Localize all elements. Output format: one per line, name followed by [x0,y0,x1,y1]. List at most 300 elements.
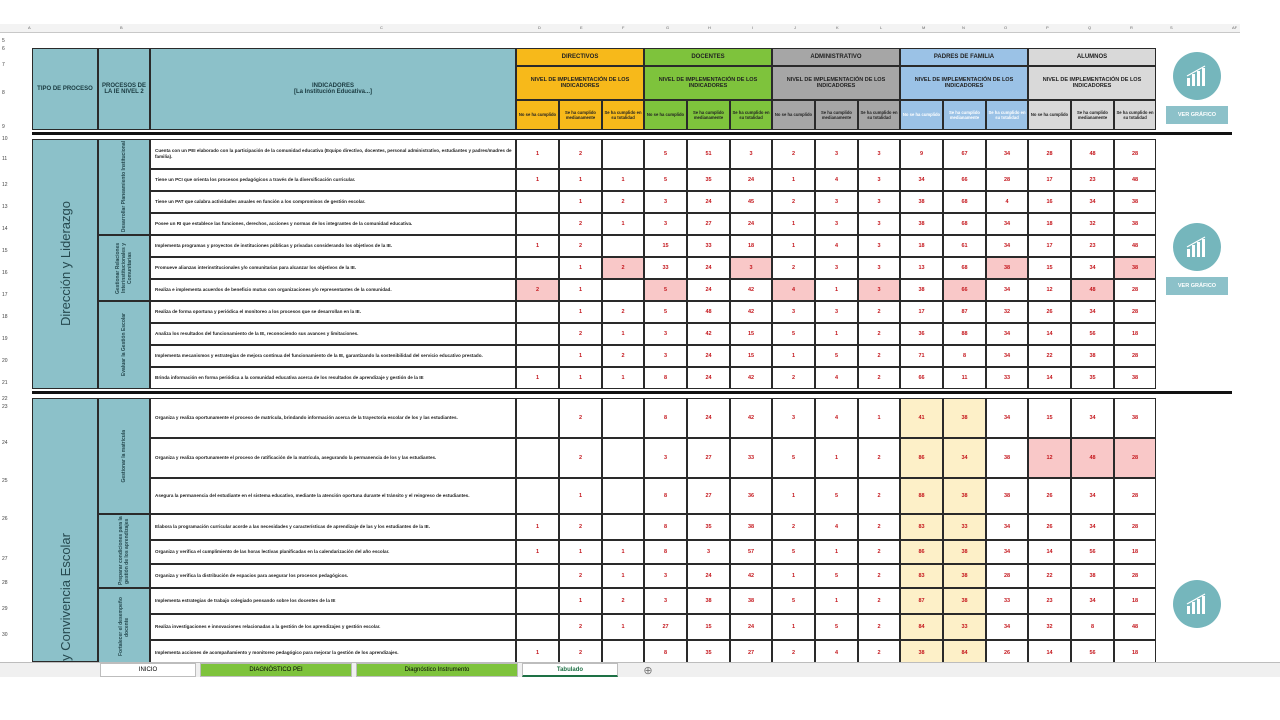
value-cell[interactable]: 2 [559,514,602,540]
value-cell[interactable]: 1 [559,478,602,514]
value-cell[interactable]: 24 [730,213,772,235]
value-cell[interactable]: 18 [1114,323,1156,345]
value-cell[interactable]: 56 [1071,640,1114,662]
value-cell[interactable]: 18 [730,235,772,257]
value-cell[interactable]: 3 [644,323,687,345]
value-cell[interactable]: 28 [986,169,1028,191]
value-cell[interactable] [602,478,644,514]
row-number[interactable]: 10 [2,136,8,142]
indicator-text[interactable]: Organiza y verifica la distribución de espacios para asegurar los procesos pedagógicos. [150,564,516,588]
value-cell[interactable]: 38 [730,588,772,614]
value-cell[interactable] [516,398,559,438]
row-number[interactable]: 6 [2,46,5,52]
value-cell[interactable]: 34 [986,540,1028,564]
row-number[interactable]: 19 [2,336,8,342]
value-cell[interactable]: 5 [644,169,687,191]
value-cell[interactable]: 2 [772,191,815,213]
value-cell[interactable]: 23 [1028,588,1071,614]
value-cell[interactable]: 1 [772,345,815,367]
value-cell[interactable]: 66 [943,169,986,191]
value-cell[interactable]: 38 [900,279,943,301]
value-cell[interactable]: 3 [815,301,858,323]
value-cell[interactable]: 4 [815,640,858,662]
value-cell[interactable]: 28 [1114,139,1156,169]
column-letter[interactable]: F [622,25,625,30]
value-cell[interactable]: 1 [815,279,858,301]
value-cell[interactable]: 5 [815,478,858,514]
value-cell[interactable] [602,640,644,662]
column-letter[interactable]: G [666,25,670,30]
value-cell[interactable]: 16 [1028,191,1071,213]
row-number[interactable]: 16 [2,270,8,276]
value-cell[interactable]: 1 [559,345,602,367]
value-cell[interactable]: 66 [900,367,943,389]
value-cell[interactable]: 8 [644,398,687,438]
column-letter[interactable]: C [380,25,383,30]
value-cell[interactable]: 1 [772,614,815,640]
value-cell[interactable]: 1 [559,540,602,564]
value-cell[interactable]: 24 [687,345,730,367]
value-cell[interactable]: 2 [602,257,644,279]
row-number[interactable]: 13 [2,204,8,210]
value-cell[interactable]: 48 [1114,235,1156,257]
value-cell[interactable]: 27 [687,438,730,478]
value-cell[interactable]: 68 [943,213,986,235]
value-cell[interactable]: 3 [858,191,900,213]
value-cell[interactable]: 8 [943,345,986,367]
value-cell[interactable]: 71 [900,345,943,367]
value-cell[interactable]: 2 [858,614,900,640]
value-cell[interactable] [602,139,644,169]
value-cell[interactable]: 67 [943,139,986,169]
value-cell[interactable]: 4 [815,235,858,257]
value-cell[interactable]: 42 [730,301,772,323]
value-cell[interactable]: 22 [1028,345,1071,367]
value-cell[interactable]: 38 [1071,345,1114,367]
value-cell[interactable]: 15 [1028,398,1071,438]
column-letter[interactable]: D [538,25,541,30]
value-cell[interactable]: 5 [644,301,687,323]
value-cell[interactable]: 3 [644,345,687,367]
column-letter[interactable]: B [120,25,123,30]
value-cell[interactable]: 48 [1114,614,1156,640]
value-cell[interactable]: 4 [772,279,815,301]
column-letter[interactable]: R [1130,25,1133,30]
sheet-tab[interactable]: INICIO [100,663,196,677]
value-cell[interactable]: 86 [900,540,943,564]
value-cell[interactable]: 2 [858,367,900,389]
value-cell[interactable]: 33 [986,588,1028,614]
row-number[interactable]: 22 [2,396,8,402]
value-cell[interactable]: 1 [559,169,602,191]
value-cell[interactable]: 3 [858,279,900,301]
value-cell[interactable]: 1 [559,191,602,213]
value-cell[interactable]: 38 [1114,191,1156,213]
value-cell[interactable]: 2 [858,514,900,540]
row-number[interactable]: 14 [2,226,8,232]
indicator-text[interactable]: Analiza los resultados del funcionamiento de la IE, reconociendo sus avances y limitaciones. [150,323,516,345]
ver-grafico-button[interactable]: VER GRÁFICO [1166,106,1228,124]
column-letter[interactable]: P [1046,25,1049,30]
value-cell[interactable]: 34 [1071,191,1114,213]
value-cell[interactable]: 33 [644,257,687,279]
value-cell[interactable]: 3 [858,213,900,235]
value-cell[interactable]: 32 [1071,213,1114,235]
value-cell[interactable]: 2 [858,323,900,345]
value-cell[interactable]: 38 [943,540,986,564]
value-cell[interactable]: 2 [772,367,815,389]
value-cell[interactable]: 34 [986,323,1028,345]
row-number[interactable]: 8 [2,90,5,96]
value-cell[interactable]: 8 [1071,614,1114,640]
value-cell[interactable]: 2 [602,588,644,614]
value-cell[interactable]: 24 [687,564,730,588]
value-cell[interactable]: 38 [1114,257,1156,279]
value-cell[interactable]: 36 [730,478,772,514]
value-cell[interactable]: 3 [858,235,900,257]
value-cell[interactable]: 24 [687,367,730,389]
column-letter[interactable]: A [28,25,31,30]
indicator-text[interactable]: Cuenta con un PEI elaborado con la participación de la comunidad educativa (Equipo directivo, docentes, personal administrativo, estudiantes y padres/madres de familia). [150,139,516,169]
value-cell[interactable]: 1 [772,235,815,257]
value-cell[interactable]: 38 [900,191,943,213]
value-cell[interactable]: 5 [772,438,815,478]
value-cell[interactable]: 27 [730,640,772,662]
value-cell[interactable]: 1 [602,169,644,191]
column-letter[interactable]: J [794,25,796,30]
value-cell[interactable]: 28 [1114,301,1156,323]
value-cell[interactable]: 14 [1028,640,1071,662]
value-cell[interactable]: 56 [1071,540,1114,564]
row-number[interactable]: 17 [2,292,8,298]
value-cell[interactable]: 34 [900,169,943,191]
value-cell[interactable]: 3 [815,257,858,279]
value-cell[interactable]: 38 [986,438,1028,478]
value-cell[interactable]: 33 [730,438,772,478]
value-cell[interactable]: 27 [687,213,730,235]
value-cell[interactable]: 32 [1028,614,1071,640]
value-cell[interactable]: 35 [1071,367,1114,389]
value-cell[interactable]: 12 [1028,279,1071,301]
value-cell[interactable]: 2 [602,191,644,213]
value-cell[interactable]: 34 [986,213,1028,235]
value-cell[interactable]: 2 [559,614,602,640]
value-cell[interactable]: 26 [1028,301,1071,323]
value-cell[interactable]: 35 [687,514,730,540]
row-number[interactable]: 25 [2,478,8,484]
value-cell[interactable]: 34 [943,438,986,478]
row-number[interactable]: 27 [2,556,8,562]
value-cell[interactable]: 38 [1114,398,1156,438]
value-cell[interactable]: 48 [1071,139,1114,169]
column-letter[interactable]: E [580,25,583,30]
value-cell[interactable]: 1 [516,640,559,662]
value-cell[interactable] [602,438,644,478]
ver-grafico-button[interactable]: VER GRÁFICO [1166,277,1228,295]
value-cell[interactable]: 1 [516,169,559,191]
group-header[interactable]: ADMINISTRATIVO [772,48,900,66]
value-cell[interactable]: 4 [815,169,858,191]
value-cell[interactable]: 5 [815,614,858,640]
value-cell[interactable]: 87 [900,588,943,614]
value-cell[interactable]: 1 [559,257,602,279]
column-letter[interactable]: N [962,25,965,30]
value-cell[interactable]: 5 [772,540,815,564]
value-cell[interactable] [602,235,644,257]
value-cell[interactable]: 4 [986,191,1028,213]
value-cell[interactable]: 18 [1114,588,1156,614]
row-number[interactable]: 11 [2,156,8,162]
value-cell[interactable]: 34 [1071,588,1114,614]
value-cell[interactable]: 5 [772,323,815,345]
indicator-text[interactable]: Brinda información en forma periódica a la comunidad educativa acerca de los resultados de aprendizaje y gestión de la IE [150,367,516,389]
value-cell[interactable]: 17 [900,301,943,323]
value-cell[interactable]: 8 [644,540,687,564]
value-cell[interactable]: 2 [858,540,900,564]
group-header[interactable]: PADRES DE FAMILIA [900,48,1028,66]
value-cell[interactable]: 1 [772,564,815,588]
value-cell[interactable]: 18 [1114,640,1156,662]
value-cell[interactable]: 38 [1114,367,1156,389]
indicator-text[interactable]: Implementa mecanismos y estrategias de mejora continua del funcionamiento de la IE, garantizando la sostenibilidad del servicio educativo prestado. [150,345,516,367]
row-number[interactable]: 30 [2,632,8,638]
value-cell[interactable]: 2 [559,438,602,478]
value-cell[interactable]: 42 [687,323,730,345]
column-letter[interactable]: O [1004,25,1008,30]
value-cell[interactable]: 15 [687,614,730,640]
value-cell[interactable]: 33 [943,514,986,540]
value-cell[interactable]: 34 [1071,257,1114,279]
value-cell[interactable]: 3 [815,191,858,213]
value-cell[interactable]: 1 [602,367,644,389]
value-cell[interactable]: 1 [602,540,644,564]
value-cell[interactable]: 2 [772,139,815,169]
value-cell[interactable]: 3 [644,564,687,588]
value-cell[interactable]: 33 [687,235,730,257]
value-cell[interactable]: 42 [730,564,772,588]
value-cell[interactable]: 34 [1071,478,1114,514]
indicator-text[interactable]: Elabora la programación curricular acorde a las necesidades y características de aprendizaje de las y los estudiantes de la IE. [150,514,516,540]
add-sheet-icon[interactable]: ⊕ [643,664,653,677]
value-cell[interactable]: 3 [730,257,772,279]
column-letter[interactable]: S [1170,25,1173,30]
row-number[interactable]: 18 [2,314,8,320]
value-cell[interactable]: 34 [986,279,1028,301]
sheet-tab[interactable]: Tabulado [522,663,618,677]
value-cell[interactable]: 42 [730,279,772,301]
value-cell[interactable]: 2 [559,139,602,169]
value-cell[interactable]: 5 [815,564,858,588]
value-cell[interactable] [602,398,644,438]
value-cell[interactable] [516,345,559,367]
value-cell[interactable]: 28 [986,564,1028,588]
column-letter[interactable]: K [836,25,839,30]
value-cell[interactable]: 8 [644,514,687,540]
value-cell[interactable]: 27 [644,614,687,640]
value-cell[interactable] [516,564,559,588]
value-cell[interactable] [516,614,559,640]
value-cell[interactable]: 83 [900,564,943,588]
value-cell[interactable]: 2 [858,301,900,323]
value-cell[interactable] [516,478,559,514]
row-number-bar[interactable] [0,32,32,662]
value-cell[interactable]: 14 [1028,323,1071,345]
chart-icon[interactable] [1173,52,1221,100]
value-cell[interactable]: 15 [730,323,772,345]
value-cell[interactable]: 22 [1028,564,1071,588]
value-cell[interactable] [516,323,559,345]
column-letter[interactable]: H [708,25,711,30]
row-number[interactable]: 15 [2,248,8,254]
value-cell[interactable]: 1 [559,588,602,614]
value-cell[interactable]: 3 [815,213,858,235]
value-cell[interactable]: 24 [687,279,730,301]
value-cell[interactable]: 34 [986,514,1028,540]
row-number[interactable]: 28 [2,580,8,586]
value-cell[interactable]: 1 [858,398,900,438]
value-cell[interactable]: 15 [1028,257,1071,279]
value-cell[interactable]: 42 [730,367,772,389]
indicator-text[interactable]: Organiza y realiza oportunamente el proceso de ratificación de la matrícula, asegurando la permanencia de los y las estudiantes. [150,438,516,478]
value-cell[interactable]: 3 [858,139,900,169]
value-cell[interactable] [516,301,559,323]
value-cell[interactable]: 28 [1028,139,1071,169]
value-cell[interactable]: 34 [986,398,1028,438]
value-cell[interactable]: 3 [772,301,815,323]
column-letter[interactable]: M [922,25,926,30]
value-cell[interactable]: 28 [1114,438,1156,478]
value-cell[interactable]: 38 [687,588,730,614]
value-cell[interactable]: 1 [602,564,644,588]
value-cell[interactable]: 1 [559,279,602,301]
value-cell[interactable]: 23 [1071,169,1114,191]
value-cell[interactable]: 3 [772,398,815,438]
value-cell[interactable]: 18 [1028,213,1071,235]
value-cell[interactable]: 17 [1028,169,1071,191]
value-cell[interactable]: 18 [900,235,943,257]
value-cell[interactable]: 41 [900,398,943,438]
row-number[interactable]: 23 [2,404,8,410]
value-cell[interactable]: 38 [1071,564,1114,588]
value-cell[interactable]: 38 [943,588,986,614]
row-number[interactable]: 26 [2,516,8,522]
value-cell[interactable]: 3 [644,438,687,478]
value-cell[interactable]: 48 [1071,279,1114,301]
value-cell[interactable]: 86 [900,438,943,478]
value-cell[interactable]: 56 [1071,323,1114,345]
value-cell[interactable]: 1 [602,213,644,235]
indicator-text[interactable]: Posee un RI que establece las funciones, derechos, acciones y normas de los integrantes de la comunidad educativa. [150,213,516,235]
value-cell[interactable]: 1 [772,213,815,235]
sheet-tab[interactable]: DIAGNÓSTICO PEI [200,663,352,677]
value-cell[interactable]: 1 [772,478,815,514]
value-cell[interactable]: 15 [644,235,687,257]
value-cell[interactable] [516,438,559,478]
column-letter[interactable]: Q [1088,25,1092,30]
indicator-text[interactable]: Tiene un PCI que orienta los procesos pedagógicos a través de la diversificación curricular. [150,169,516,191]
value-cell[interactable]: 28 [1114,345,1156,367]
value-cell[interactable]: 38 [943,398,986,438]
value-cell[interactable]: 26 [1028,514,1071,540]
value-cell[interactable]: 11 [943,367,986,389]
value-cell[interactable]: 68 [943,257,986,279]
row-number[interactable]: 21 [2,380,8,386]
value-cell[interactable] [516,191,559,213]
value-cell[interactable]: 2 [559,398,602,438]
value-cell[interactable]: 15 [730,345,772,367]
value-cell[interactable]: 32 [986,301,1028,323]
value-cell[interactable]: 2 [559,323,602,345]
value-cell[interactable]: 2 [858,588,900,614]
value-cell[interactable]: 38 [1114,213,1156,235]
row-number[interactable]: 9 [2,124,5,130]
value-cell[interactable]: 2 [602,345,644,367]
chart-icon[interactable] [1173,223,1221,271]
chart-icon[interactable] [1173,580,1221,628]
value-cell[interactable]: 83 [900,514,943,540]
value-cell[interactable]: 66 [943,279,986,301]
group-header[interactable]: DIRECTIVOS [516,48,644,66]
value-cell[interactable]: 1 [772,169,815,191]
value-cell[interactable]: 3 [858,169,900,191]
row-number[interactable]: 7 [2,62,5,68]
value-cell[interactable]: 13 [900,257,943,279]
value-cell[interactable]: 1 [602,323,644,345]
value-cell[interactable]: 2 [858,345,900,367]
value-cell[interactable]: 5 [644,139,687,169]
indicator-text[interactable]: Realiza investigaciones e innovaciones relacionadas a la gestión de los aprendizajes y gestión escolar. [150,614,516,640]
value-cell[interactable]: 3 [644,588,687,614]
group-header[interactable]: ALUMNOS [1028,48,1156,66]
value-cell[interactable]: 2 [516,279,559,301]
value-cell[interactable]: 35 [687,640,730,662]
value-cell[interactable]: 34 [986,139,1028,169]
value-cell[interactable]: 1 [559,301,602,323]
value-cell[interactable]: 35 [687,169,730,191]
value-cell[interactable]: 4 [815,367,858,389]
value-cell[interactable]: 3 [858,257,900,279]
value-cell[interactable]: 24 [687,398,730,438]
value-cell[interactable]: 38 [900,640,943,662]
column-letter[interactable]: L [880,25,883,30]
value-cell[interactable]: 9 [900,139,943,169]
value-cell[interactable]: 4 [815,398,858,438]
value-cell[interactable]: 1 [815,323,858,345]
value-cell[interactable]: 1 [559,367,602,389]
value-cell[interactable]: 26 [1028,478,1071,514]
indicator-text[interactable]: Tiene un PAT que calabra actividades anuales en función a los compromisos de gestión escolar. [150,191,516,213]
value-cell[interactable]: 24 [730,614,772,640]
value-cell[interactable]: 2 [858,478,900,514]
value-cell[interactable]: 38 [986,257,1028,279]
indicator-text[interactable]: Organiza y realiza oportunamente el proceso de matrícula, brindando información acerca de la trayectoria escolar de los y las estudiantes. [150,398,516,438]
value-cell[interactable]: 4 [815,514,858,540]
value-cell[interactable]: 3 [815,139,858,169]
row-number[interactable]: 24 [2,440,8,446]
value-cell[interactable]: 42 [730,398,772,438]
value-cell[interactable]: 45 [730,191,772,213]
value-cell[interactable]: 48 [1114,169,1156,191]
indicator-text[interactable]: Asegura la permanencia del estudiante en el sistema educativo, mediante la atención oportuna durante el tránsito y el reingreso de estudiantes. [150,478,516,514]
row-number[interactable]: 20 [2,358,8,364]
value-cell[interactable] [516,213,559,235]
indicator-text[interactable]: Realiza de forma oportuna y periódica el monitoreo a los procesos que se desarrollan en la IE. [150,301,516,323]
value-cell[interactable]: 38 [986,478,1028,514]
value-cell[interactable]: 38 [943,478,986,514]
value-cell[interactable]: 1 [815,438,858,478]
value-cell[interactable] [516,588,559,614]
value-cell[interactable]: 2 [559,564,602,588]
